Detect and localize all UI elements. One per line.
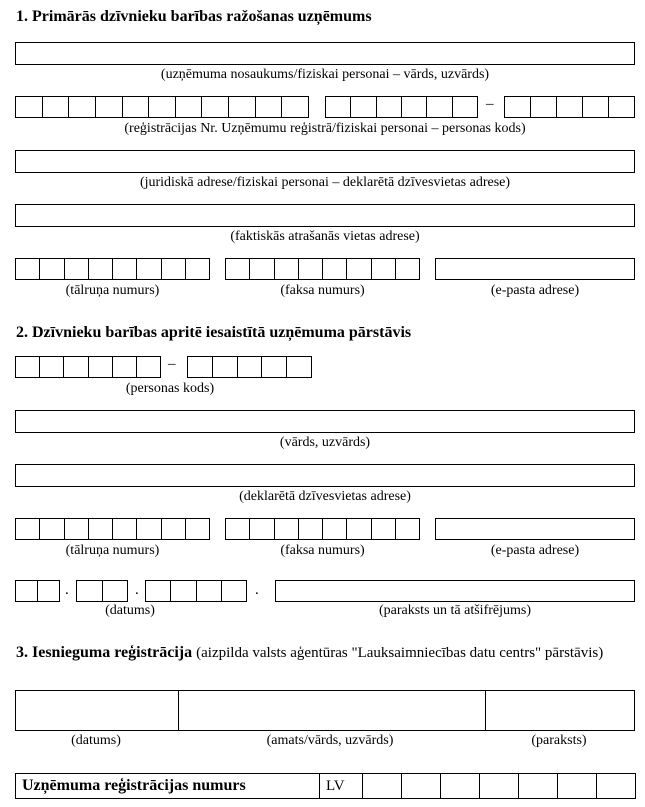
registration-number-label: Uzņēmuma reģistrācijas numurs bbox=[16, 774, 320, 799]
registration-digit-cell[interactable] bbox=[480, 774, 519, 799]
actual-address-caption: (faktiskās atrašanās vietas adrese) bbox=[230, 229, 420, 244]
phone-caption: (tālruņa numurs) bbox=[65, 283, 160, 298]
personal-code-caption: (personas kods) bbox=[125, 381, 215, 396]
rep-name-caption: (vārds, uzvārds) bbox=[279, 435, 371, 450]
personal-code-cells-b[interactable] bbox=[187, 356, 312, 378]
date-dot-3: . bbox=[255, 582, 259, 598]
reg-number-cells-c[interactable] bbox=[504, 96, 635, 118]
registration-digit-cell[interactable] bbox=[597, 774, 636, 799]
section3-title: 3. Iesnieguma reģistrācija bbox=[16, 644, 193, 661]
rep-email-field[interactable] bbox=[435, 518, 635, 540]
registration-record-table bbox=[15, 690, 635, 731]
rep-address-caption: (deklarētā dzīvesvietas adrese) bbox=[239, 489, 411, 504]
reg-date-caption: (datums) bbox=[71, 733, 121, 748]
email-field[interactable] bbox=[435, 258, 635, 280]
reg-number-dash: – bbox=[486, 96, 494, 112]
legal-address-caption: (juridiskā adrese/fiziskai personai – deklarētā dzīvesvietas adrese) bbox=[139, 175, 511, 190]
signature-field[interactable] bbox=[275, 580, 635, 602]
signature-caption: (paraksts un tā atšifrējums) bbox=[378, 603, 531, 618]
reg-position-caption: (amats/vārds, uzvārds) bbox=[266, 733, 394, 748]
reg-position-cell[interactable] bbox=[179, 691, 486, 730]
phone-cells[interactable] bbox=[15, 258, 210, 280]
date-dot-2: . bbox=[135, 582, 139, 598]
date-month-cells[interactable] bbox=[76, 580, 128, 602]
date-year-cells[interactable] bbox=[145, 580, 247, 602]
date-day-cells[interactable] bbox=[15, 580, 60, 602]
rep-phone-caption: (tālruņa numurs) bbox=[65, 543, 160, 558]
date-dot-1: . bbox=[65, 582, 69, 598]
personal-code-dash: – bbox=[168, 356, 176, 372]
legal-address-field[interactable] bbox=[15, 150, 635, 173]
registration-digit-cell[interactable] bbox=[441, 774, 480, 799]
rep-address-field[interactable] bbox=[15, 464, 635, 487]
registration-prefix: LV bbox=[320, 774, 363, 799]
registration-number-table bbox=[15, 773, 636, 799]
reg-signature-caption: (paraksts) bbox=[531, 733, 587, 748]
registration-digit-cell[interactable] bbox=[363, 774, 402, 799]
reg-signature-cell[interactable] bbox=[486, 691, 634, 730]
fax-caption: (faksa numurs) bbox=[280, 283, 365, 298]
section3-heading bbox=[16, 643, 636, 663]
personal-code-cells-a[interactable] bbox=[15, 356, 161, 378]
registration-digit-cell[interactable] bbox=[558, 774, 597, 799]
reg-date-cell[interactable] bbox=[16, 691, 179, 730]
rep-name-field[interactable] bbox=[15, 410, 635, 433]
company-name-field[interactable] bbox=[15, 42, 635, 65]
rep-fax-caption: (faksa numurs) bbox=[280, 543, 365, 558]
registration-digit-cell[interactable] bbox=[519, 774, 558, 799]
reg-number-caption: (reģistrācijas Nr. Uzņēmumu reģistrā/fiziskai personai – personas kods) bbox=[124, 121, 526, 136]
section3-note: (aizpilda valsts aģentūras "Lauksaimniecības datu centrs" pārstāvis) bbox=[196, 645, 604, 661]
reg-number-cells-a[interactable] bbox=[15, 96, 309, 118]
company-name-caption: (uzņēmuma nosaukums/fiziskai personai – vārds, uzvārds) bbox=[160, 67, 490, 82]
date-caption: (datums) bbox=[105, 603, 155, 618]
section1-title: 1. Primārās dzīvnieku barības ražošanas uzņēmums bbox=[16, 8, 372, 25]
reg-number-cells-b[interactable] bbox=[325, 96, 478, 118]
section2-title: 2. Dzīvnieku barības apritē iesaistītā uzņēmuma pārstāvis bbox=[16, 324, 412, 341]
rep-email-caption: (e-pasta adrese) bbox=[490, 543, 580, 558]
rep-fax-cells[interactable] bbox=[225, 518, 420, 540]
rep-phone-cells[interactable] bbox=[15, 518, 210, 540]
registration-digit-cell[interactable] bbox=[402, 774, 441, 799]
fax-cells[interactable] bbox=[225, 258, 420, 280]
actual-address-field[interactable] bbox=[15, 204, 635, 227]
email-caption: (e-pasta adrese) bbox=[490, 283, 580, 298]
